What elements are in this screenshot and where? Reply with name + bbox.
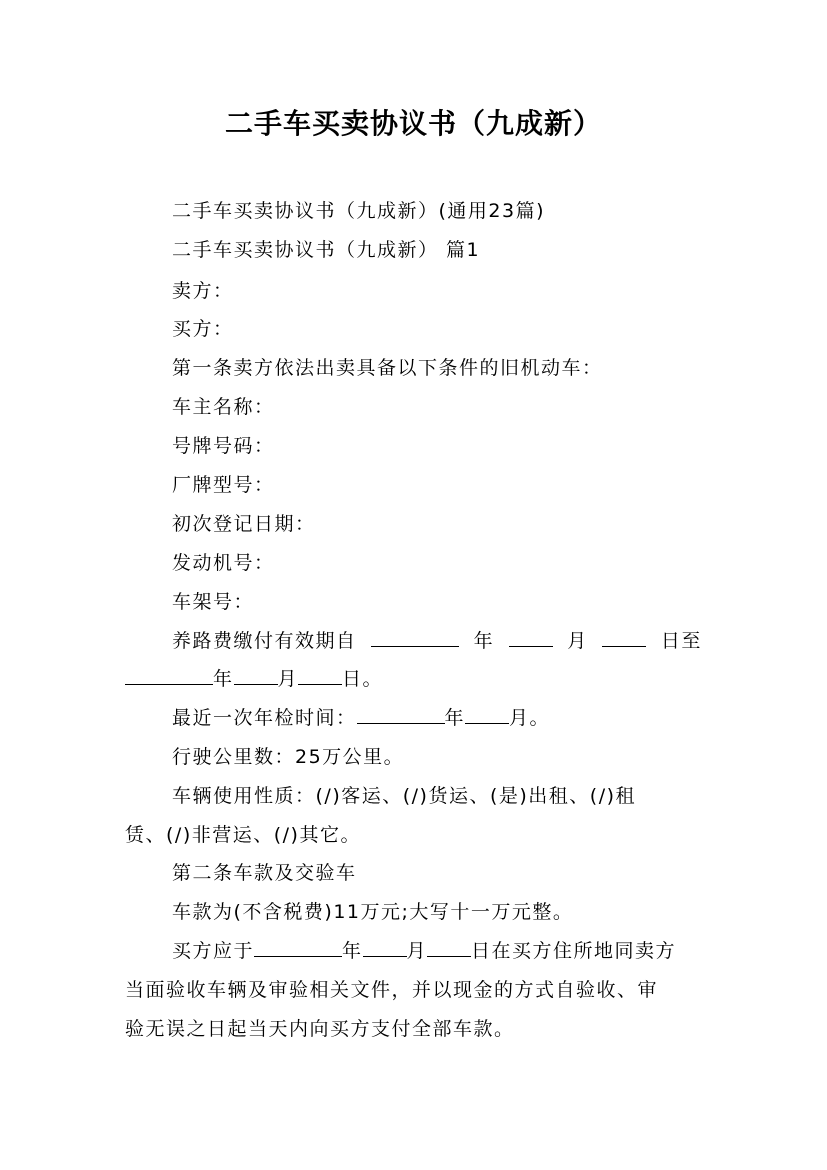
- owner-name-field: 车主名称：: [172, 396, 275, 418]
- year-label: 年: [342, 940, 363, 962]
- month-label: 月: [567, 630, 588, 652]
- road-fee-lead: 养路费缴付有效期自: [172, 630, 357, 652]
- payment-line-cont: 当面验收车辆及审验相关文件，并以现金的方式自验收、审: [125, 979, 659, 1001]
- blank-underline: [234, 666, 278, 685]
- engine-number-field: 发动机号：: [172, 552, 275, 574]
- mileage-field: 行驶公里数：25万公里。: [172, 746, 405, 768]
- payment-lead: 买方应于: [172, 940, 255, 962]
- brand-model-field: 厂牌型号：: [172, 474, 275, 496]
- doc-subtitle: 二手车买卖协议书（九成新）(通用23篇): [172, 200, 546, 222]
- frame-number-field: 车架号：: [172, 591, 255, 613]
- year-label: 年: [473, 630, 495, 652]
- plate-number-field: 号牌号码：: [172, 435, 275, 457]
- month-label: 月: [277, 668, 299, 690]
- day-end-label: 日。: [342, 668, 384, 690]
- year-label: 年: [213, 668, 234, 690]
- usage-nature-line-cont: 赁、(/)非营运、(/)其它。: [125, 824, 361, 846]
- blank-underline: [427, 938, 471, 957]
- inspection-line: [172, 705, 550, 731]
- month-end-label: 月。: [509, 707, 551, 729]
- year-label: 年: [444, 707, 466, 729]
- article-one: 第一条卖方依法出卖具备以下条件的旧机动车：: [172, 357, 603, 379]
- article-two: 第二条车款及交验车: [172, 862, 357, 884]
- road-fee-line-cont: [125, 666, 702, 692]
- payment-line: [172, 938, 676, 964]
- section-heading: 二手车买卖协议书（九成新） 篇1: [172, 239, 481, 261]
- road-fee-line: [172, 628, 702, 654]
- month-label: 月: [406, 940, 428, 962]
- blank-underline: [298, 666, 342, 685]
- blank-underline: [254, 938, 342, 957]
- buyer-field: 买方：: [172, 318, 234, 340]
- price-line: 车款为(不含税费)11万元;大写十一万元整。: [172, 901, 574, 923]
- payment-tail: 日在买方住所地同卖方: [471, 940, 677, 962]
- blank-underline: [465, 705, 509, 724]
- blank-underline: [509, 628, 553, 647]
- first-registration-field: 初次登记日期：: [172, 513, 316, 535]
- inspection-lead: 最近一次年检时间：: [172, 707, 357, 729]
- blank-underline: [602, 628, 646, 647]
- payment-line-end: 验无误之日起当天内向买方支付全部车款。: [125, 1018, 515, 1040]
- usage-nature-line: 车辆使用性质：(/)客运、(/)货运、(是)出租、(/)租: [172, 785, 637, 807]
- document-title: 二手车买卖协议书（九成新）: [224, 107, 602, 140]
- blank-underline: [371, 628, 459, 647]
- day-to-label: 日至: [660, 630, 702, 652]
- blank-underline: [363, 938, 407, 957]
- seller-field: 卖方：: [172, 280, 234, 302]
- blank-underline: [125, 666, 213, 685]
- blank-underline: [357, 705, 445, 724]
